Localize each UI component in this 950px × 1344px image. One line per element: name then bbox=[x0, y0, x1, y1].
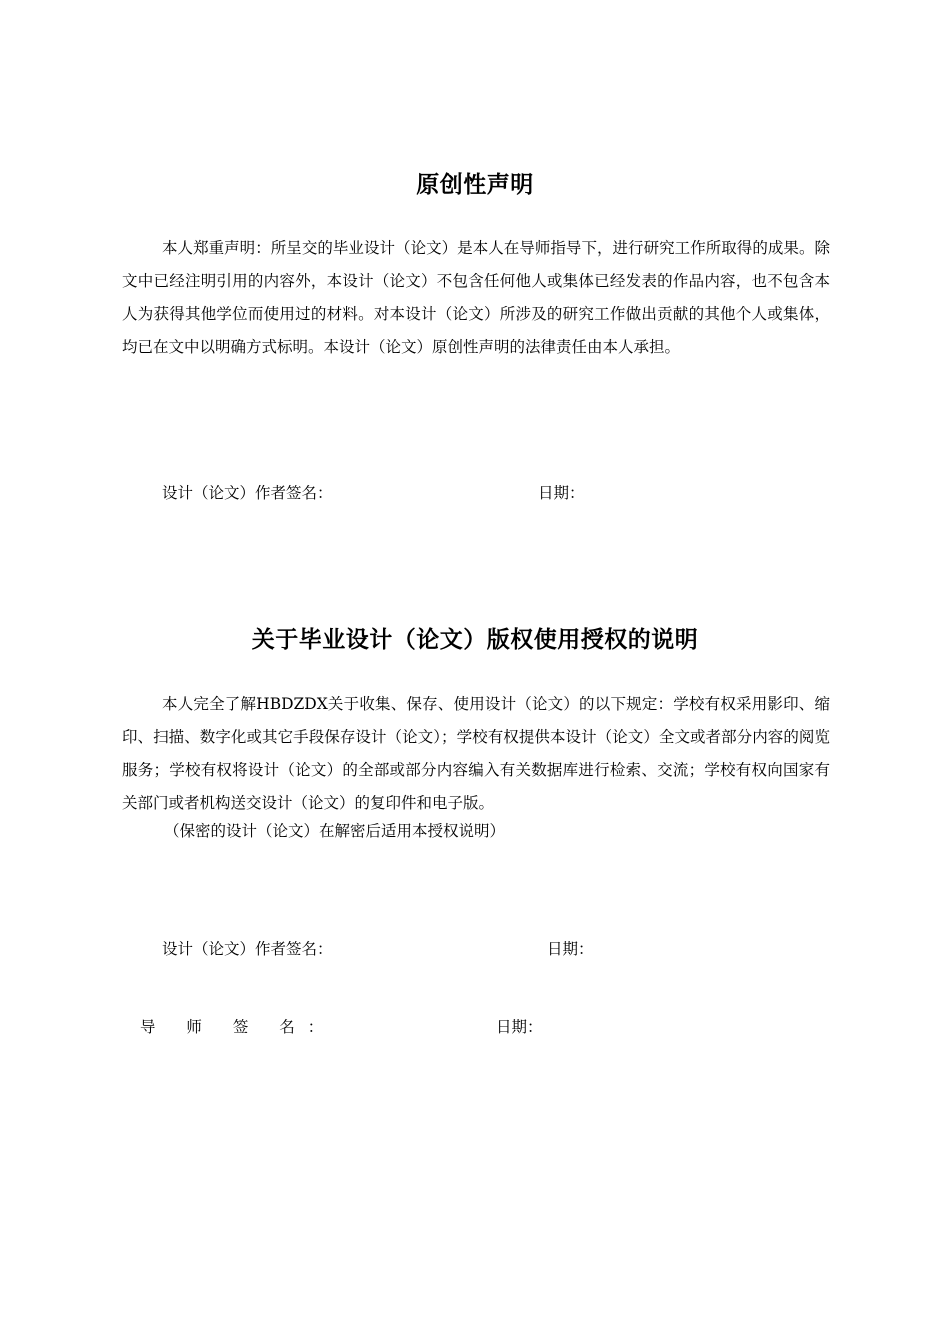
copyright-author-date-label: 日期： bbox=[547, 940, 594, 958]
copyright-title: 关于毕业设计（论文）版权使用授权的说明 bbox=[251, 627, 699, 653]
copyright-body: 本人完全了解HBDZDX关于收集、保存、使用设计（论文）的以下规定：学校有权采用影印、缩印、扫描、数字化或其它手段保存设计（论文）；学校有权提供本设计（论文）全文或者部分内容的阅览服务；学校有权将设计（论文）的全部或部分内容编入有关数据库进行检索、交流；学校有权向国家有关部门或者机构送交设计（论文）的复印件和电子版。 bbox=[122, 695, 830, 812]
originality-date-label: 日期： bbox=[538, 484, 585, 502]
advisor-date-label: 日期： bbox=[496, 1018, 543, 1036]
advisor-signature-label: 导 师 签 名： bbox=[140, 1018, 337, 1036]
originality-author-signature-label: 设计（论文）作者签名： bbox=[162, 484, 333, 502]
copyright-author-signature-label: 设计（论文）作者签名： bbox=[162, 940, 333, 958]
confidential-note: （保密的设计（论文）在解密后适用本授权说明） bbox=[164, 822, 506, 840]
originality-title: 原创性声明 bbox=[416, 172, 534, 198]
originality-body: 本人郑重声明：所呈交的毕业设计（论文）是本人在导师指导下，进行研究工作所取得的成果。除文中已经注明引用的内容外，本设计（论文）不包含任何他人或集体已经发表的作品内容，也不包含本人为获得其他学位而使用过的材料。对本设计（论文）所涉及的研究工作做出贡献的其他个人或集体，均已在文中以明确方式标明。本设计（论文）原创性声明的法律责任由本人承担。 bbox=[122, 239, 830, 356]
